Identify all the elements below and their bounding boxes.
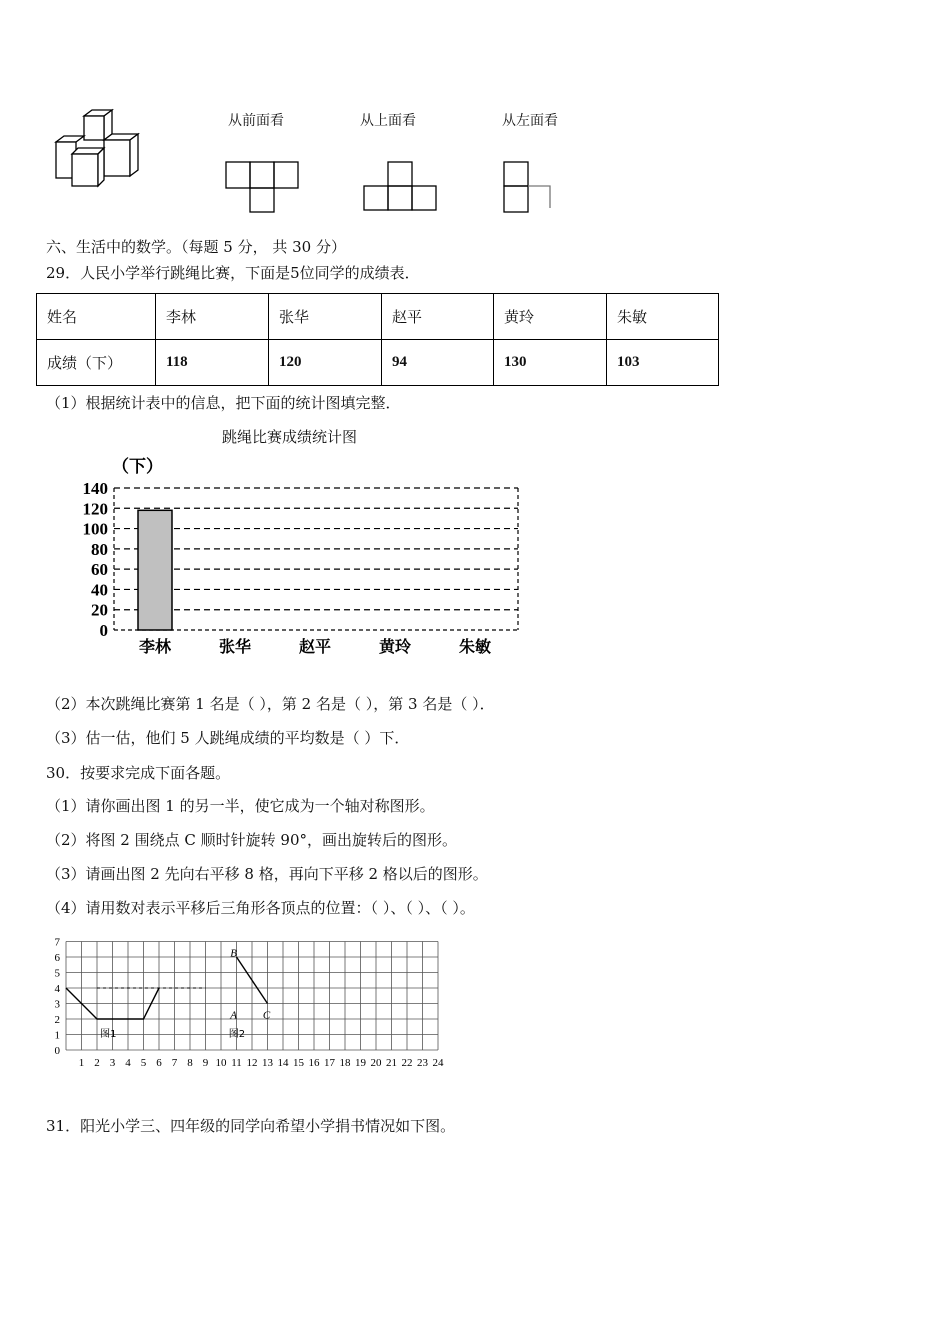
coordinate-grid	[50, 934, 460, 1070]
table-header-cell: 姓名	[37, 294, 156, 340]
q30-stem: 30．按要求完成下面各题。	[46, 764, 231, 782]
x-axis-number: 23	[417, 1057, 428, 1069]
chart-title: 跳绳比赛成绩统计图	[222, 428, 358, 446]
y-axis-number: 6	[54, 952, 60, 964]
q30-sub1: （1）请你画出图 1 的另一半，使它成为一个轴对称图形。	[46, 797, 435, 815]
table-name-cell: 赵平	[382, 294, 494, 340]
table-name-cell: 朱敏	[607, 294, 719, 340]
point-c-label: C	[262, 1009, 271, 1022]
score-table	[36, 293, 719, 386]
x-axis-number: 22	[401, 1057, 413, 1069]
cube-solid-figure	[48, 108, 158, 188]
x-axis-number: 4	[125, 1057, 131, 1069]
x-tick-label: 张华	[218, 637, 252, 656]
left-view-figure	[500, 158, 560, 216]
table-name-cell: 黄玲	[494, 294, 607, 340]
x-axis-number: 10	[215, 1057, 227, 1069]
y-axis-number: 1	[54, 1029, 60, 1042]
x-axis-number: 3	[109, 1057, 116, 1069]
x-axis-number: 20	[370, 1057, 382, 1069]
x-axis-number: 13	[262, 1057, 273, 1069]
y-tick-label: 0	[99, 621, 108, 640]
x-axis-number: 18	[339, 1057, 351, 1069]
x-tick-label: 赵平	[298, 637, 332, 656]
table-name-cell: 张华	[269, 294, 382, 340]
y-axis-number: 2	[54, 1014, 60, 1026]
q30-sub3: （3）请画出图 2 先向右平移 8 格，再向下平移 2 格以后的图形。	[46, 865, 488, 883]
x-axis-number: 16	[308, 1057, 320, 1069]
q29-stem: 29．人民小学举行跳绳比赛，下面是5位同学的成绩表．	[46, 264, 420, 282]
bar	[138, 510, 172, 630]
y-tick-label: 80	[91, 539, 108, 559]
table-row	[37, 294, 719, 340]
y-axis-number: 3	[54, 998, 60, 1011]
x-axis-number: 11	[231, 1057, 242, 1069]
x-axis-number: 12	[246, 1057, 258, 1069]
table-row	[37, 340, 719, 386]
x-axis-number: 19	[355, 1057, 366, 1069]
section-six-title: 六、生活中的数学。（每题 5 分， 共 30 分）	[46, 238, 346, 256]
figure-1-label: 图1	[100, 1028, 117, 1040]
x-axis-number: 5	[140, 1057, 147, 1069]
q31-stem: 31．阳光小学三、四年级的同学向希望小学捐书情况如下图。	[46, 1117, 456, 1135]
x-axis-number: 17	[324, 1057, 335, 1069]
x-tick-label: 李林	[138, 637, 172, 656]
table-score-cell: 120	[269, 340, 382, 386]
x-axis-number: 8	[187, 1057, 193, 1069]
y-axis-number: 4	[54, 983, 60, 995]
x-tick-label: 黄玲	[378, 637, 412, 656]
x-axis-number: 1	[78, 1057, 85, 1069]
top-view-figure	[360, 158, 444, 216]
q29-sub2: （2）本次跳绳比赛第 1 名是（ ），第 2 名是（ ），第 3 名是（ ）．	[46, 695, 495, 713]
y-tick-label: 20	[91, 600, 108, 620]
point-b-label: B	[230, 947, 238, 960]
table-name-cell: 李林	[156, 294, 269, 340]
x-tick-label: 朱敏	[458, 637, 492, 656]
x-axis-number: 14	[277, 1057, 289, 1069]
point-a-label: A	[230, 1009, 238, 1022]
x-axis-number: 2	[94, 1057, 100, 1069]
q30-sub2: （2）将图 2 围绕点 C 顺时针旋转 90°，画出旋转后的图形。	[46, 831, 457, 849]
view-label-front: 从前面看	[228, 113, 284, 129]
y-tick-label: 140	[82, 479, 108, 498]
table-score-cell: 103	[607, 340, 719, 386]
y-axis-number: 5	[54, 967, 60, 980]
q30-sub4: （4）请用数对表示平移后三角形各顶点的位置：（ ）、（ ）、（ ）。	[46, 899, 475, 917]
x-axis-number: 6	[156, 1057, 162, 1069]
front-view-figure	[222, 158, 306, 216]
q29-sub1: （1）根据统计表中的信息，把下面的统计图填完整．	[46, 394, 401, 412]
x-axis-number: 15	[293, 1057, 304, 1069]
x-axis-number: 7	[171, 1057, 178, 1069]
table-row-label-cell: 成绩（下）	[37, 340, 156, 386]
q29-sub3: （3）估一估，他们 5 人跳绳成绩的平均数是（ ）下．	[46, 729, 410, 747]
x-axis-number: 9	[202, 1057, 209, 1069]
figure-2-label: 图2	[228, 1028, 246, 1040]
table-score-cell: 94	[382, 340, 494, 386]
x-axis-number: 21	[386, 1057, 397, 1069]
y-tick-label: 60	[91, 560, 108, 580]
table-score-cell: 130	[494, 340, 607, 386]
y-tick-label: 120	[82, 499, 108, 519]
x-axis-number: 24	[432, 1057, 444, 1069]
y-tick-label: 100	[82, 519, 108, 539]
jump-rope-bar-chart	[60, 452, 540, 662]
y-axis-label: （下）	[112, 457, 163, 477]
y-axis-number: 0	[54, 1045, 60, 1057]
view-label-left: 从左面看	[502, 113, 558, 129]
y-tick-label: 40	[91, 580, 108, 600]
y-axis-number: 7	[54, 936, 60, 949]
table-score-cell: 118	[156, 340, 269, 386]
view-label-top: 从上面看	[360, 113, 416, 129]
